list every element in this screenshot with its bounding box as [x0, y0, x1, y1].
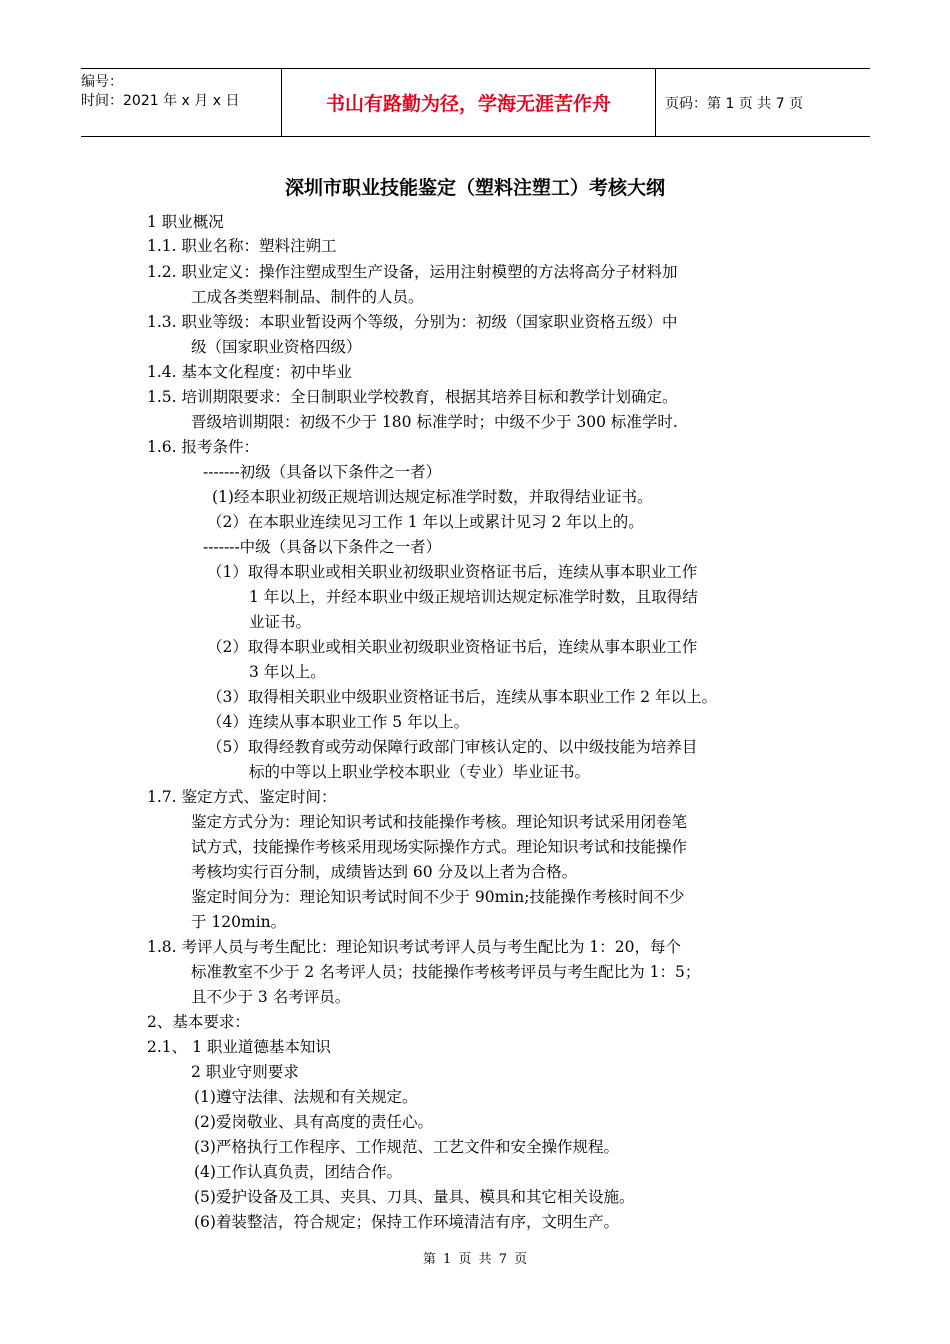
- text-line: （5）取得经教育或劳动保障行政部门审核认定的、以中级技能为培养目: [207, 738, 698, 756]
- text-line: 2 职业守则要求: [191, 1063, 299, 1081]
- text-line: （2）在本职业连续见习工作 1 年以上或累计见习 2 年以上的。: [207, 513, 644, 531]
- text-line: 试方式，技能操作考核采用现场实际操作方式。理论知识考试和技能操作: [191, 838, 688, 856]
- text-line: （2）取得本职业或相关职业初级职业资格证书后，连续从事本职业工作: [207, 638, 698, 656]
- header-meta: [81, 69, 281, 140]
- text-line: 工成各类塑料制品、制件的人员。: [191, 288, 424, 306]
- text-line: 1.1. 职业名称：塑料注朔工: [147, 237, 337, 255]
- text-line: （4）连续从事本职业工作 5 年以上。: [207, 713, 470, 731]
- text-line: 3 年以上。: [249, 663, 326, 681]
- text-line: (5)爱护设备及工具、夹具、刀具、量具、模具和其它相关设施。: [194, 1188, 635, 1206]
- text-line: 1.8. 考评人员与考生配比：理论知识考试考评人员与考生配比为 1：20，每个: [147, 938, 682, 956]
- text-line: 1.2. 职业定义：操作注塑成型生产设备，运用注射模塑的方法将高分子材料加: [147, 263, 678, 281]
- text-line: 晋级培训期限：初级不少于 180 标准学时；中级不少于 300 标准学时.: [191, 413, 678, 431]
- text-line: 标的中等以上职业学校本职业（专业）毕业证书。: [249, 763, 591, 781]
- text-line: (4)工作认真负责，团结合作。: [194, 1163, 402, 1181]
- text-line: (2)爱岗敬业、具有高度的责任心。: [194, 1113, 433, 1131]
- text-line: (6)着装整洁，符合规定；保持工作环境清洁有序，文明生产。: [194, 1213, 619, 1231]
- text-line: 考核均实行百分制，成绩皆达到 60 分及以上者为合格。: [191, 863, 578, 881]
- text-line: 1 年以上，并经本职业中级正规培训达规定标准学时数，且取得结: [249, 588, 698, 606]
- text-line: -------中级（具备以下条件之一者）: [203, 538, 442, 556]
- text-line: 1.4. 基本文化程度：初中毕业: [147, 363, 353, 381]
- text-line: 标准教室不少于 2 名考评人员；技能操作考核考评员与考生配比为 1：5；: [191, 963, 701, 981]
- text-line: 业证书。: [249, 613, 312, 631]
- number-label: 编号：: [81, 74, 123, 90]
- text-line: 2、基本要求：: [147, 1013, 250, 1031]
- text-line: 1.7. 鉴定方式、鉴定时间：: [147, 788, 337, 806]
- text-line: (1)遵守法律、法规和有关规定。: [194, 1088, 418, 1106]
- text-line: 2.1、 1 职业道德基本知识: [147, 1038, 331, 1056]
- time-label: 时间：2021 年 x 月 x 日: [81, 93, 240, 109]
- text-line: （3）取得相关职业中级职业资格证书后，连续从事本职业工作 2 年以上。: [207, 688, 718, 706]
- text-line: 且不少于 3 名考评员。: [191, 988, 351, 1006]
- page-footer: 第 1 页 共 7 页: [422, 1252, 528, 1267]
- document-title: 深圳市职业技能鉴定（塑料注塑工）考核大纲: [284, 177, 665, 199]
- text-line: -------初级（具备以下条件之一者）: [203, 463, 442, 481]
- page-header: [81, 68, 870, 137]
- text-line: (1)经本职业初级正规培训达规定标准学时数，并取得结业证书。: [212, 488, 653, 506]
- text-line: 级（国家职业资格四级）: [191, 338, 362, 356]
- text-line: 1.5. 培训期限要求：全日制职业学校教育，根据其培养目标和教学计划确定。: [147, 388, 678, 406]
- text-line: (3)严格执行工作程序、工作规范、工艺文件和安全操作规程。: [194, 1138, 619, 1156]
- text-line: 1.3. 职业等级：本职业暂设两个等级，分别为：初级（国家职业资格五级）中: [147, 313, 678, 331]
- header-page-info: 页码：第 1 页 共 7 页: [665, 95, 804, 112]
- text-line: （1）取得本职业或相关职业初级职业资格证书后，连续从事本职业工作: [207, 563, 698, 581]
- text-line: 鉴定方式分为：理论知识考试和技能操作考核。理论知识考试采用闭卷笔: [191, 813, 688, 831]
- header-motto: 书山有路勤为径，学海无涯苦作舟: [281, 69, 656, 136]
- text-line: 鉴定时间分为：理论知识考试时间不少于 90min;技能操作考核时间不少: [191, 888, 685, 906]
- text-line: 1.6. 报考条件：: [147, 438, 260, 456]
- text-line: 1 职业概况: [147, 213, 224, 231]
- text-line: 于 120min。: [191, 913, 287, 931]
